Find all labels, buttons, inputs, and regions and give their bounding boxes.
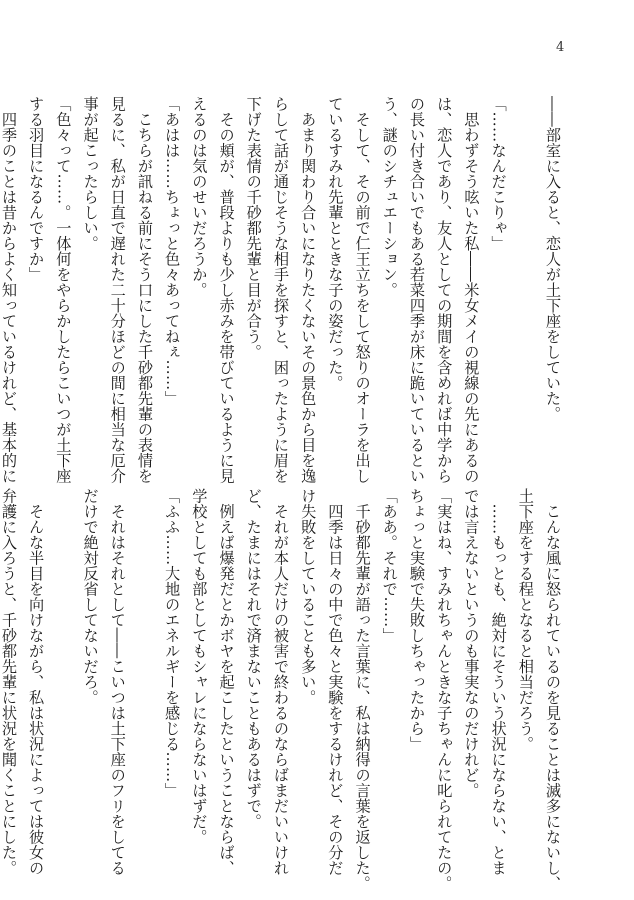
text-line: 「色々って……。一体何をやらかしたらこいつが土下座 — [54, 96, 73, 484]
text-line: 事が起こったらしい。 — [81, 96, 100, 251]
text-line: け失敗をしていることも多い。 — [299, 488, 318, 705]
text-line: ているすみれ先輩とときな子の姿だった。 — [326, 96, 345, 391]
text-line: 四季は日々の中で色々と実験をするけれど、その分だ — [326, 488, 345, 876]
text-line: 弁護に入ろうと、千砂都先輩に状況を聞くことにした。 — [0, 488, 18, 876]
text-line: その頬が、普段よりも少し赤みを帯びているように見 — [217, 96, 236, 484]
text-line: 「ふふ……大地のエネルギーを感じる……」 — [163, 488, 182, 798]
text-line: う、謎のシチュエーション。 — [380, 96, 399, 298]
text-line: あまり関わり合いになりたくないその景色から目を逸 — [299, 96, 318, 484]
text-line: 見るに、私が日直で遅れた二十分ほどの間に相当な厄介 — [108, 96, 127, 484]
text-block-upper — [0, 96, 566, 484]
text-line: そんな半目を向けながら、私は状況によっては彼女の — [27, 488, 46, 876]
text-line: それはそれとして――こいつは土下座のフリをしてる — [108, 488, 127, 876]
text-line — [131, 488, 158, 818]
text-line: らして話が通じそうな相手を探すと、困ったように眉を — [271, 96, 290, 484]
text-line: する羽目になるんですか」 — [27, 96, 46, 282]
text-line: ……もっとも、絶対にそういう状況にならない、とま — [489, 488, 508, 876]
text-line: こちらが訊ねる前にそう口にした千砂都先輩の表情を — [135, 96, 154, 484]
text-block-lower — [0, 488, 566, 891]
text-line: それが本人だけの被害で終わるのならばまだいいけれ — [271, 488, 290, 876]
text-line: 土下座をする程となると相当だろう。 — [516, 488, 535, 752]
text-line: ――部室に入ると、恋人が土下座をしていた。 — [544, 96, 562, 422]
text-line: 「実はね、すみれちゃんときな子ちゃんに叱られてたの。 — [435, 488, 454, 891]
text-line: そして、その前で仁王立ちをして怒りのオーラを出し — [353, 96, 372, 484]
text-line: 思わずそう呟いた私――米女メイの視線の先にあるの — [462, 96, 481, 484]
text-line: 四季のことは昔からよく知っているけれど、基本的に — [0, 96, 18, 484]
page-number: 4 — [556, 40, 565, 55]
text-line: こんな風に怒られているのを見ることは滅多にないし、 — [544, 488, 562, 891]
text-line — [512, 96, 539, 426]
text-line: 千砂都先輩が語った言葉に、私は納得の言葉を返した。 — [353, 488, 372, 891]
text-line: 「あはは……ちょっと色々あってねぇ……」 — [163, 96, 182, 406]
text-line: の長い付き合いでもある若菜四季が床に跪いているとい — [407, 96, 426, 484]
text-line: 「……なんだこりゃ」 — [489, 96, 508, 251]
text-line: 「ああ。それで……」 — [380, 488, 399, 643]
text-line: ちょっと実験で失敗しちゃったから」 — [407, 488, 426, 752]
text-line — [49, 488, 76, 818]
text-line: 下げた表情の千砂都先輩と目が合う。 — [244, 96, 263, 360]
text-line: だけで絶対反省してないだろ。 — [81, 488, 100, 705]
text-line: は、恋人であり、友人としての期間を含めれば中学から — [435, 96, 454, 484]
text-line: 例えば爆発だとかボヤを起こしたということならば、 — [217, 488, 236, 876]
text-line: 学校としても部としてもシャレにならないはずだ。 — [190, 488, 209, 845]
text-line: では言えないというのも事実なのだけれど。 — [462, 488, 481, 798]
text-line: えるのは気のせいだろうか。 — [190, 96, 209, 298]
text-line: ど、たまにはそれで済まないこともあるはずで。 — [244, 488, 263, 829]
